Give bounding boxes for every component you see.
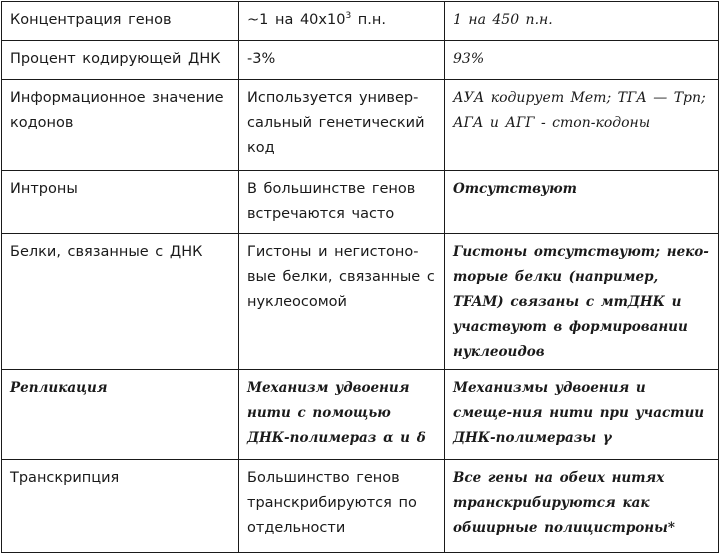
mitochondrial-genome-cell [445, 234, 719, 370]
row-label: Репликация [10, 380, 108, 396]
nuclear-genome-cell [239, 80, 445, 171]
mitochondrial-value: Гистоны отсутствуют; неко-торые белки (например, TFAM) связаны с мтДНК и участвуют в формировании нуклеоидов [453, 244, 709, 360]
nuclear-value: Гистоны и негистоно-вые белки, связанные с нуклеосомой [247, 244, 435, 310]
row-label-cell [2, 41, 239, 80]
table-row [2, 2, 719, 41]
row-label-cell [2, 234, 239, 370]
table-row [2, 171, 719, 234]
row-label-cell [2, 80, 239, 171]
row-label-cell [2, 2, 239, 41]
table-row [2, 460, 719, 553]
nuclear-genome-cell [239, 370, 445, 460]
nuclear-value: -3% [247, 51, 276, 67]
nuclear-genome-cell [239, 460, 445, 553]
nuclear-value: Большинство генов транскрибируются по отдельности [247, 470, 417, 536]
row-label: Информационное значение кодонов [10, 90, 224, 131]
row-label: Интроны [10, 181, 78, 197]
nuclear-value-exponent: 3 [345, 11, 352, 22]
table-row [2, 234, 719, 370]
row-label: Белки, связанные с ДНК [10, 244, 203, 260]
mitochondrial-genome-cell [445, 80, 719, 171]
nuclear-value: Используется универ-сальный генетический код [247, 90, 425, 156]
nuclear-value [247, 8, 436, 33]
table-row [2, 370, 719, 460]
mitochondrial-genome-cell [445, 171, 719, 234]
row-label-cell [2, 460, 239, 553]
row-label-cell [2, 370, 239, 460]
mitochondrial-value: Отсутствуют [453, 181, 577, 197]
row-label-cell [2, 171, 239, 234]
mitochondrial-value: АУА кодирует Мет; ТГА — Трп; АГА и АГГ - стоп-кодоны [453, 90, 706, 131]
nuclear-genome-cell [239, 41, 445, 80]
nuclear-genome-cell [239, 2, 445, 41]
nuclear-genome-cell [239, 234, 445, 370]
nuclear-value: Механизм удвоения нити с помощью ДНК-полимераз α и δ [247, 380, 426, 446]
mitochondrial-genome-cell [445, 2, 719, 41]
row-label: Транскрипция [10, 470, 120, 486]
nuclear-genome-cell [239, 171, 445, 234]
mitochondrial-value: 93% [453, 51, 485, 67]
mitochondrial-value: Механизмы удвоения и смеще-ния нити при участии ДНК-полимеразы γ [453, 380, 705, 446]
mitochondrial-value: 1 на 450 п.н. [453, 12, 553, 28]
nuclear-value-suffix: п.н. [351, 12, 386, 28]
mitochondrial-genome-cell [445, 370, 719, 460]
mitochondrial-genome-cell [445, 460, 719, 553]
table-row [2, 41, 719, 80]
row-label: Процент кодирующей ДНК [10, 51, 221, 67]
nuclear-value-base: ~1 на 40х10 [247, 12, 346, 28]
mitochondrial-value: Все гены на обеих нитях транскрибируются как обширные полицистроны* [453, 470, 675, 536]
row-label: Концентрация генов [10, 12, 172, 28]
mitochondrial-genome-cell [445, 41, 719, 80]
nuclear-value: В большинстве генов встречаются часто [247, 181, 416, 222]
genome-comparison-table [1, 1, 719, 553]
table-row [2, 80, 719, 171]
